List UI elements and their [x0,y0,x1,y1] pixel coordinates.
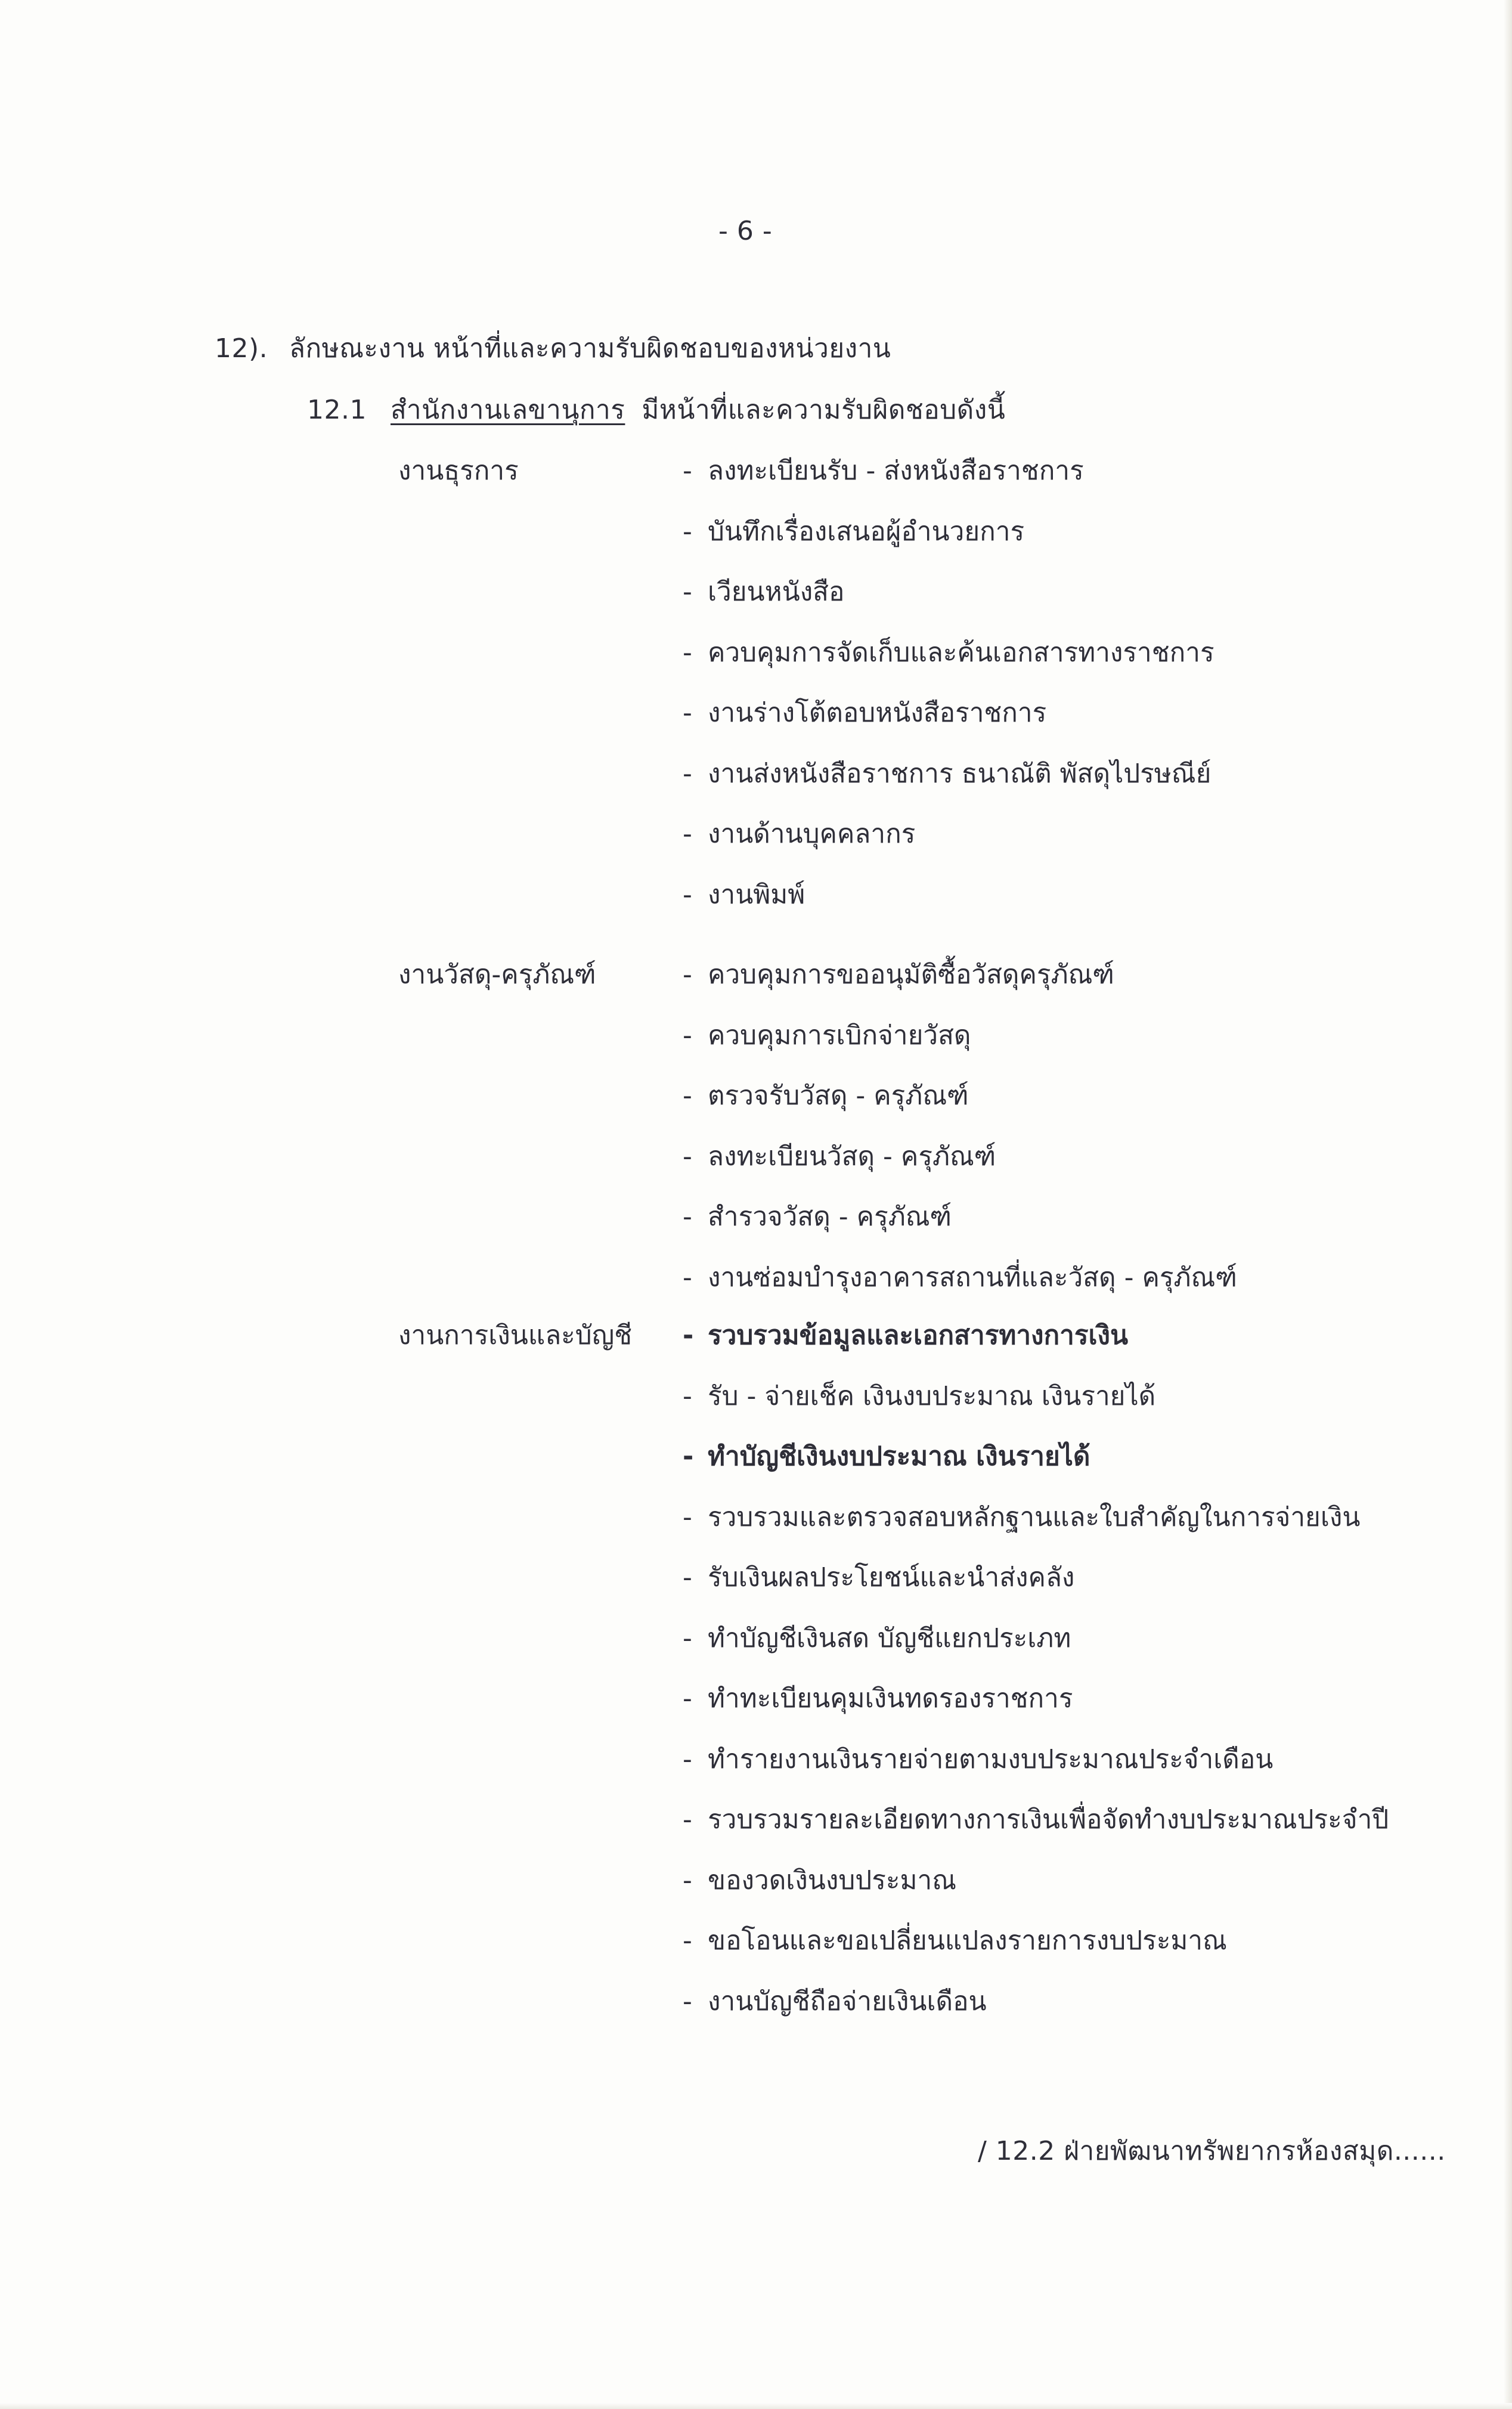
task-text: งานบัญชีถือจ่ายเงินเดือน [708,1986,987,2017]
task-item [683,635,1214,671]
task-text: รวบรวมและตรวจสอบหลักฐานและใบสำคัญในการจ่ายเงิน [708,1502,1361,1532]
subsection-description: มีหน้าที่และความรับผิดชอบดังนี้ [642,395,1006,425]
section-number: 12). [215,333,268,364]
task-item [683,1439,1090,1475]
task-text: ทำบัญชีเงินงบประมาณ เงินรายได้ [708,1441,1090,1472]
task-text: รวบรวมรายละเอียดทางการเงินเพื่อจัดทำงบประมาณประจำปี [708,1804,1389,1835]
task-item [683,1318,1128,1354]
category-label: งานวัสดุ-ครุภัณฑ์ [398,959,596,990]
paper-edge-shadow [1504,0,1512,2409]
bullet-dash: - [683,577,692,607]
task-item [683,695,1046,731]
task-item [683,1139,996,1175]
task-item [683,1078,969,1114]
task-text: งานพิมพ์ [708,880,805,910]
bullet-dash: - [683,1865,692,1896]
task-item [683,1621,1071,1656]
task-text: ลงทะเบียนวัสดุ - ครุภัณฑ์ [708,1141,996,1172]
continuation-note: / 12.2 ฝ่ายพัฒนาทรัพยากรห้องสมุด...... [978,2136,1446,2166]
task-text: รับ - จ่ายเช็ค เงินงบประมาณ เงินรายได้ [708,1381,1156,1411]
task-item [683,1742,1273,1778]
subsection-number: 12.1 [307,395,367,425]
task-text: ควบคุมการขออนุมัติซื้อวัสดุครุภัณฑ์ [708,959,1114,990]
task-item [683,574,844,610]
section-title: ลักษณะงาน หน้าที่และความรับผิดชอบของหน่วยงาน [289,333,891,364]
task-text: งานส่งหนังสือราชการ ธนาณัติ พัสดุไปรษณีย์ [708,758,1212,789]
category-label: งานธุรการ [398,456,519,486]
bullet-dash: - [683,1320,694,1351]
task-text: งานร่างโต้ตอบหนังสือราชการ [708,698,1047,728]
task-item [683,453,1084,489]
subsection-heading [307,392,1005,428]
task-text: ขอโอนและขอเปลี่ยนแปลงรายการงบประมาณ [708,1925,1227,1956]
task-item [683,1379,1155,1414]
bullet-dash: - [683,637,692,668]
task-item [683,877,805,913]
bullet-dash: - [683,1381,692,1411]
task-item [683,957,1114,993]
task-text: ทำทะเบียนคุมเงินทดรองราชการ [708,1683,1073,1714]
task-item [683,1863,956,1899]
bullet-dash: - [683,758,692,789]
task-item [683,1260,1237,1296]
bullet-dash: - [683,1080,692,1111]
task-item [683,1500,1360,1535]
task-text: ลงทะเบียนรับ - ส่งหนังสือราชการ [708,456,1084,486]
task-text: ตรวจรับวัสดุ - ครุภัณฑ์ [708,1080,969,1111]
bullet-dash: - [683,1502,692,1532]
bullet-dash: - [683,1683,692,1714]
task-text: บันทึกเรื่องเสนอผู้อำนวยการ [708,516,1025,547]
bullet-dash: - [683,1925,692,1956]
task-text: รวบรวมข้อมูลและเอกสารทางการเงิน [708,1320,1129,1351]
task-item [683,1199,952,1235]
task-item [683,514,1024,550]
section-heading [215,331,891,367]
task-item [683,1681,1073,1717]
page-number: - 6 - [718,216,773,246]
task-item [683,816,915,852]
bullet-dash: - [683,880,692,910]
subsection-unit: สำนักงานเลขานุการ [391,395,625,425]
bullet-dash: - [683,698,692,728]
bullet-dash: - [683,1202,692,1232]
task-text: เวียนหนังสือ [708,577,845,607]
task-item [683,756,1211,792]
bullet-dash: - [683,1262,692,1293]
bullet-dash: - [683,1141,692,1172]
task-item [683,1923,1227,1959]
bullet-dash: - [683,1020,692,1051]
task-item [683,1984,987,2020]
bullet-dash: - [683,1562,692,1593]
task-text: ทำรายงานเงินรายจ่ายตามงบประมาณประจำเดือน [708,1744,1274,1775]
task-item [683,1802,1389,1838]
task-item [683,1018,971,1054]
bullet-dash: - [683,456,692,486]
category-label: งานการเงินและบัญชี [398,1320,633,1351]
bullet-dash: - [683,1744,692,1775]
bullet-dash: - [683,1986,692,2017]
task-text: ของวดเงินงบประมาณ [708,1865,957,1896]
task-text: ทำบัญชีเงินสด บัญชีแยกประเภท [708,1623,1071,1654]
bullet-dash: - [683,1623,692,1654]
task-text: ควบคุมการเบิกจ่ายวัสดุ [708,1020,971,1051]
bullet-dash: - [683,1804,692,1835]
bullet-dash: - [683,819,692,849]
bullet-dash: - [683,1441,694,1472]
bullet-dash: - [683,959,692,990]
task-text: สำรวจวัสดุ - ครุภัณฑ์ [708,1202,952,1232]
task-item [683,1560,1074,1596]
task-text: งานซ่อมบำรุงอาคารสถานที่และวัสดุ - ครุภัณฑ์ [708,1262,1237,1293]
task-text: ควบคุมการจัดเก็บและค้นเอกสารทางราชการ [708,637,1214,668]
task-text: งานด้านบุคคลากร [708,819,916,849]
bullet-dash: - [683,516,692,547]
task-text: รับเงินผลประโยชน์และนำส่งคลัง [708,1562,1075,1593]
paper-bottom-shadow [0,2403,1512,2409]
